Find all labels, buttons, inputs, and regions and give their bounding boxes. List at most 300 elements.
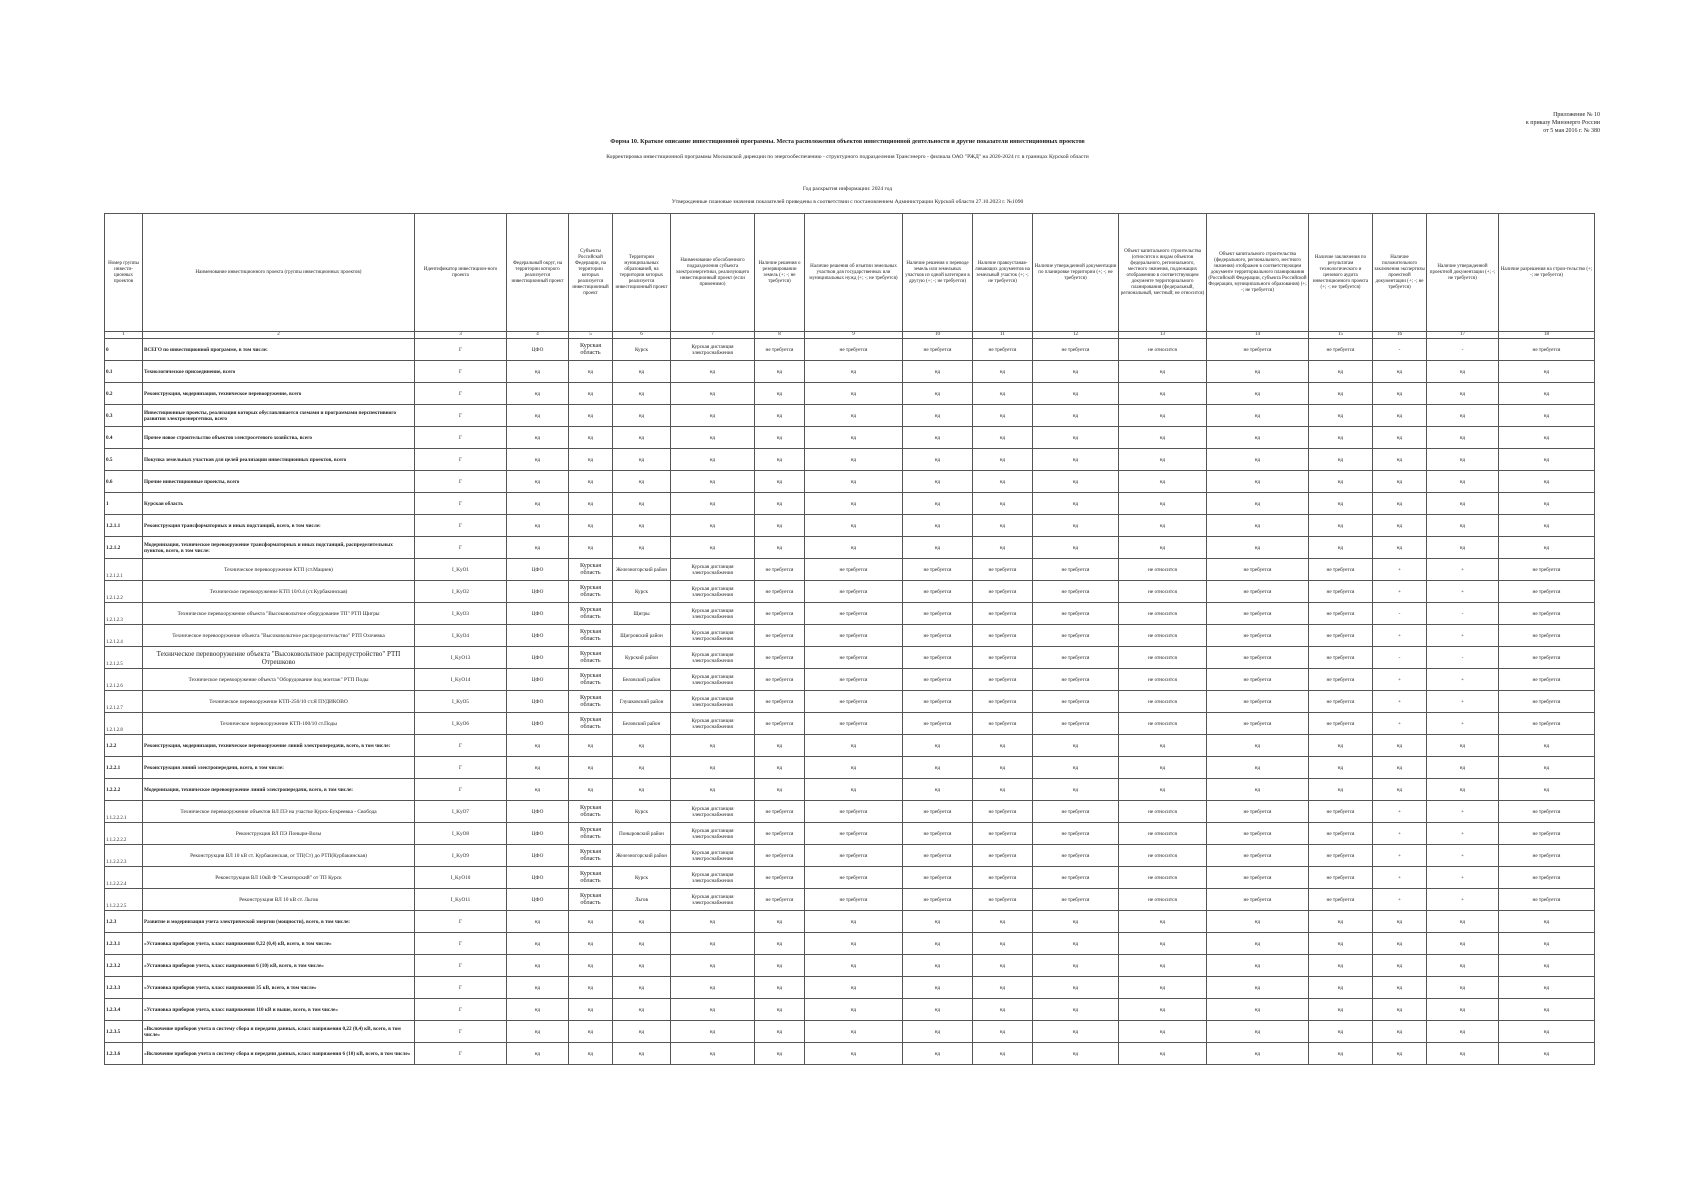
- table-row: [105, 911, 1595, 933]
- table-cell: нд: [755, 361, 805, 383]
- table-cell: не требуется: [1207, 823, 1309, 845]
- table-cell: не требуется: [1499, 559, 1595, 581]
- table-cell: не требуется: [1033, 867, 1119, 889]
- table-cell: нд: [613, 537, 671, 559]
- table-cell: не относится: [1119, 603, 1207, 625]
- table-cell: нд: [805, 383, 903, 405]
- table-cell: нд: [755, 383, 805, 405]
- table-row: [105, 449, 1595, 471]
- table-cell: не требуется: [805, 581, 903, 603]
- project-name: Техническое перевооружение КТП 10/0.4 (ст.Курбакинская): [143, 581, 415, 603]
- table-cell: нд: [973, 405, 1033, 427]
- table-cell: не требуется: [973, 625, 1033, 647]
- table-cell: нд: [1427, 493, 1499, 515]
- table-cell: не требуется: [755, 647, 805, 669]
- table-cell: нд: [1207, 537, 1309, 559]
- column-number: 18: [1499, 332, 1595, 339]
- table-cell: нд: [973, 735, 1033, 757]
- row-number: 1.2.3.2: [105, 955, 143, 977]
- row-number: 1.2.3.6: [105, 1043, 143, 1065]
- table-row: [105, 493, 1595, 515]
- table-cell: нд: [507, 977, 569, 999]
- table-row: [105, 1043, 1595, 1065]
- column-number: 15: [1309, 332, 1373, 339]
- table-cell: не относится: [1119, 867, 1207, 889]
- table-cell: не требуется: [973, 889, 1033, 911]
- table-cell: I_KyO1: [415, 559, 507, 581]
- table-cell: нд: [973, 493, 1033, 515]
- table-cell: нд: [613, 955, 671, 977]
- table-cell: +: [1373, 823, 1427, 845]
- table-cell: нд: [1373, 977, 1427, 999]
- table-cell: нд: [805, 1021, 903, 1043]
- table-cell: +: [1427, 889, 1499, 911]
- table-cell: нд: [1119, 383, 1207, 405]
- table-cell: ЦФО: [507, 339, 569, 361]
- table-cell: не требуется: [1499, 625, 1595, 647]
- table-cell: нд: [1499, 449, 1595, 471]
- table-cell: не требуется: [805, 647, 903, 669]
- table-cell: Глушковский район: [613, 691, 671, 713]
- table-cell: не требуется: [1499, 339, 1595, 361]
- table-cell: нд: [1427, 757, 1499, 779]
- table-cell: нд: [671, 911, 755, 933]
- table-cell: не относится: [1119, 339, 1207, 361]
- table-cell: нд: [671, 933, 755, 955]
- table-cell: нд: [671, 977, 755, 999]
- table-cell: нд: [507, 779, 569, 801]
- table-cell: не требуется: [903, 691, 973, 713]
- table-cell: нд: [569, 779, 613, 801]
- row-number: 1.1.2.2.2.5: [105, 889, 143, 911]
- table-cell: нд: [1499, 911, 1595, 933]
- table-cell: нд: [1309, 911, 1373, 933]
- table-row: [105, 471, 1595, 493]
- table-cell: нд: [903, 361, 973, 383]
- table-cell: +: [1427, 801, 1499, 823]
- table-cell: нд: [805, 471, 903, 493]
- table-cell: не требуется: [755, 691, 805, 713]
- table-cell: нд: [569, 471, 613, 493]
- table-cell: нд: [805, 361, 903, 383]
- table-cell: +: [1373, 581, 1427, 603]
- table-cell: не требуется: [1033, 669, 1119, 691]
- table-cell: нд: [671, 735, 755, 757]
- table-cell: нд: [1427, 427, 1499, 449]
- table-cell: Курская область: [569, 713, 613, 735]
- table-cell: нд: [755, 735, 805, 757]
- table-cell: не требуется: [1309, 801, 1373, 823]
- table-cell: нд: [755, 911, 805, 933]
- table-cell: не требуется: [1207, 889, 1309, 911]
- table-cell: нд: [671, 1043, 755, 1065]
- table-cell: Курская область: [569, 801, 613, 823]
- row-number: 1.2.1.2.3: [105, 603, 143, 625]
- table-cell: не требуется: [1033, 889, 1119, 911]
- table-cell: нд: [1309, 427, 1373, 449]
- table-cell: нд: [1499, 383, 1595, 405]
- table-cell: нд: [973, 515, 1033, 537]
- table-cell: не требуется: [1033, 845, 1119, 867]
- table-cell: не требуется: [755, 867, 805, 889]
- table-cell: не требуется: [1499, 889, 1595, 911]
- column-number: 6: [613, 332, 671, 339]
- table-row: [105, 361, 1595, 383]
- table-cell: нд: [1373, 515, 1427, 537]
- table-cell: Курский район: [613, 647, 671, 669]
- table-cell: нд: [805, 977, 903, 999]
- table-cell: нд: [1427, 537, 1499, 559]
- table-cell: не требуется: [1207, 867, 1309, 889]
- table-cell: Г: [415, 1021, 507, 1043]
- table-cell: Г: [415, 911, 507, 933]
- table-cell: нд: [805, 1043, 903, 1065]
- table-cell: нд: [755, 449, 805, 471]
- table-cell: Г: [415, 427, 507, 449]
- table-cell: не требуется: [973, 581, 1033, 603]
- table-cell: нд: [1309, 933, 1373, 955]
- table-cell: +: [1373, 625, 1427, 647]
- table-row: [105, 515, 1595, 537]
- row-number: 1.2.3: [105, 911, 143, 933]
- column-number: 2: [143, 332, 415, 339]
- table-cell: Курская дистанция электроснабжения: [671, 559, 755, 581]
- table-cell: нд: [1373, 383, 1427, 405]
- table-cell: нд: [805, 955, 903, 977]
- table-cell: нд: [755, 757, 805, 779]
- table-cell: Г: [415, 999, 507, 1021]
- table-cell: Курск: [613, 867, 671, 889]
- table-cell: не требуется: [1033, 823, 1119, 845]
- table-cell: Курск: [613, 581, 671, 603]
- table-cell: нд: [1119, 471, 1207, 493]
- table-cell: нд: [1207, 449, 1309, 471]
- table-cell: Г: [415, 779, 507, 801]
- project-name: «Установка приборов учета, класс напряжения 6 (10) кВ, всего, в том числе»: [143, 955, 415, 977]
- table-cell: +: [1427, 581, 1499, 603]
- table-cell: нд: [903, 493, 973, 515]
- table-cell: +: [1373, 867, 1427, 889]
- table-cell: Г: [415, 405, 507, 427]
- table-cell: Курская дистанция электроснабжения: [671, 581, 755, 603]
- table-cell: не требуется: [1309, 823, 1373, 845]
- table-cell: нд: [1119, 735, 1207, 757]
- project-name: Реконструкция, модернизация, техническое перевооружение линий электропередачи, всего, в том числе:: [143, 735, 415, 757]
- table-cell: нд: [1499, 977, 1595, 999]
- column-header: Объект капитального строительства (федерального, регионального, местного значения) отображен в соответствующем документе территориального планирования (Российской Федерации, субъекта Российской Федерации, муниципального образования) (+; -; не требуется): [1207, 214, 1309, 332]
- table-cell: I_KyO3: [415, 603, 507, 625]
- table-cell: нд: [903, 999, 973, 1021]
- table-cell: нд: [1499, 1021, 1595, 1043]
- table-cell: нд: [507, 933, 569, 955]
- table-cell: нд: [1207, 999, 1309, 1021]
- table-cell: нд: [973, 977, 1033, 999]
- table-cell: -: [1373, 339, 1427, 361]
- table-cell: I_KyO4: [415, 625, 507, 647]
- table-cell: I_KyO13: [415, 647, 507, 669]
- table-cell: Железногорский район: [613, 845, 671, 867]
- table-cell: нд: [1033, 537, 1119, 559]
- table-cell: не требуется: [1499, 581, 1595, 603]
- table-cell: не требуется: [805, 625, 903, 647]
- table-cell: нд: [1309, 1021, 1373, 1043]
- column-header: Наличие решения о переводе земель или земельных участков из одной категории в другую (+; -; не требуется): [903, 214, 973, 332]
- table-cell: не требуется: [805, 867, 903, 889]
- table-cell: нд: [1309, 779, 1373, 801]
- column-header: Субъекты Российской Федерации, на территории которых реализуется инвестиционный проект: [569, 214, 613, 332]
- table-cell: I_KyO2: [415, 581, 507, 603]
- table-cell: не требуется: [903, 603, 973, 625]
- table-cell: нд: [755, 977, 805, 999]
- table-cell: нд: [671, 405, 755, 427]
- table-cell: I_KyO9: [415, 845, 507, 867]
- table-cell: нд: [671, 1021, 755, 1043]
- table-cell: нд: [1373, 1021, 1427, 1043]
- table-cell: нд: [1207, 405, 1309, 427]
- table-cell: нд: [671, 757, 755, 779]
- table-cell: не требуется: [903, 867, 973, 889]
- table-row: [105, 581, 1595, 603]
- table-cell: не относится: [1119, 581, 1207, 603]
- table-cell: нд: [507, 427, 569, 449]
- column-number: 10: [903, 332, 973, 339]
- table-cell: нд: [671, 515, 755, 537]
- table-cell: нд: [613, 427, 671, 449]
- table-cell: не требуется: [973, 559, 1033, 581]
- table-cell: не требуется: [973, 713, 1033, 735]
- table-cell: нд: [1309, 405, 1373, 427]
- table-cell: Курская область: [569, 647, 613, 669]
- table-cell: ЦФО: [507, 713, 569, 735]
- table-cell: нд: [1427, 361, 1499, 383]
- column-header: Номер группы инвести-ционных проектов: [105, 214, 143, 332]
- table-cell: нд: [1207, 977, 1309, 999]
- table-cell: нд: [903, 449, 973, 471]
- table-cell: нд: [1119, 405, 1207, 427]
- table-cell: нд: [1119, 361, 1207, 383]
- table-cell: не относится: [1119, 625, 1207, 647]
- table-cell: I_KyO6: [415, 713, 507, 735]
- table-cell: нд: [1309, 999, 1373, 1021]
- table-cell: нд: [1119, 449, 1207, 471]
- table-cell: нд: [1427, 911, 1499, 933]
- table-cell: нд: [1033, 449, 1119, 471]
- table-cell: ЦФО: [507, 603, 569, 625]
- table-cell: не требуется: [1207, 339, 1309, 361]
- table-cell: Курская область: [569, 889, 613, 911]
- table-cell: нд: [1033, 383, 1119, 405]
- table-cell: нд: [1033, 427, 1119, 449]
- table-body: [105, 214, 1595, 1065]
- column-header: Федеральный округ, на территории которого реализуется инвестиционный проект: [507, 214, 569, 332]
- table-cell: +: [1427, 625, 1499, 647]
- column-header: Объект капитального строительства (относится к видам объектов федерального, регионального, местного значения, подлежащих отображению в соответствующем документе территориального планирования (федеральный, региональный, местный; не относится): [1119, 214, 1207, 332]
- table-row: [105, 383, 1595, 405]
- table-cell: нд: [1033, 955, 1119, 977]
- table-row: [105, 339, 1595, 361]
- table-cell: нд: [1033, 735, 1119, 757]
- table-cell: ЦФО: [507, 669, 569, 691]
- table-cell: I_KyO7: [415, 801, 507, 823]
- table-cell: не требуется: [755, 845, 805, 867]
- column-header: Наименование обособленного подразделения субъекта электроэнергетики, реализующего инвестиционный проект (если применимо): [671, 214, 755, 332]
- table-cell: не требуется: [1309, 669, 1373, 691]
- row-number: 1.2.3.3: [105, 977, 143, 999]
- project-name: Инвестиционные проекты, реализация которых обуславливается схемами и программами перспективного развития электроэнергетики, всего: [143, 405, 415, 427]
- table-cell: I_KyO5: [415, 691, 507, 713]
- table-cell: нд: [1207, 757, 1309, 779]
- table-cell: не требуется: [903, 339, 973, 361]
- table-cell: +: [1373, 691, 1427, 713]
- table-cell: Льгов: [613, 889, 671, 911]
- table-cell: не требуется: [1499, 867, 1595, 889]
- project-name: Техническое перевооружение КТП-100/10 ст.Поды: [143, 713, 415, 735]
- table-cell: ЦФО: [507, 867, 569, 889]
- table-cell: нд: [903, 779, 973, 801]
- table-cell: Курская область: [569, 603, 613, 625]
- column-number: 16: [1373, 332, 1427, 339]
- table-cell: нд: [671, 955, 755, 977]
- table-cell: нд: [1499, 537, 1595, 559]
- row-number: 0.5: [105, 449, 143, 471]
- table-cell: нд: [1309, 383, 1373, 405]
- table-cell: нд: [973, 933, 1033, 955]
- table-cell: не требуется: [903, 559, 973, 581]
- table-cell: нд: [1207, 735, 1309, 757]
- table-cell: не требуется: [973, 691, 1033, 713]
- table-cell: нд: [1309, 471, 1373, 493]
- table-cell: нд: [1119, 757, 1207, 779]
- table-cell: нд: [1309, 735, 1373, 757]
- table-cell: нд: [805, 427, 903, 449]
- table-cell: нд: [805, 515, 903, 537]
- table-cell: не требуется: [1309, 889, 1373, 911]
- table-cell: нд: [1207, 1043, 1309, 1065]
- table-cell: нд: [507, 757, 569, 779]
- table-cell: Г: [415, 757, 507, 779]
- column-number: 12: [1033, 332, 1119, 339]
- approval-line: Утвержденные плановые значения показателей приведены в соответствии с постановлением Администрации Курской области 27.10.2023 г. №1090: [671, 199, 1024, 205]
- table-cell: нд: [1033, 405, 1119, 427]
- table-cell: нд: [1309, 955, 1373, 977]
- row-number: 1.2.1.2.2: [105, 581, 143, 603]
- table-row: [105, 713, 1595, 735]
- table-cell: нд: [1309, 757, 1373, 779]
- table-cell: нд: [671, 383, 755, 405]
- table-cell: не относится: [1119, 801, 1207, 823]
- table-cell: нд: [805, 933, 903, 955]
- table-cell: нд: [903, 1043, 973, 1065]
- table-cell: нд: [1373, 955, 1427, 977]
- table-cell: Курск: [613, 801, 671, 823]
- table-row: [105, 1021, 1595, 1043]
- table-cell: нд: [1119, 1043, 1207, 1065]
- table-row: [105, 823, 1595, 845]
- table-cell: не требуется: [1033, 603, 1119, 625]
- table-cell: нд: [1207, 427, 1309, 449]
- table-row: [105, 669, 1595, 691]
- table-cell: нд: [973, 999, 1033, 1021]
- table-cell: нд: [613, 361, 671, 383]
- investment-table: [104, 213, 1595, 1065]
- project-name: Модернизация, техническое перевооружение линий электропередачи, всего, в том числе:: [143, 779, 415, 801]
- table-cell: не требуется: [1033, 559, 1119, 581]
- row-number: 1.2.1.2.6: [105, 669, 143, 691]
- table-cell: Курская дистанция электроснабжения: [671, 691, 755, 713]
- table-cell: Курская дистанция электроснабжения: [671, 889, 755, 911]
- table-cell: нд: [613, 383, 671, 405]
- table-cell: не требуется: [1499, 647, 1595, 669]
- table-cell: нд: [569, 999, 613, 1021]
- table-cell: нд: [1309, 493, 1373, 515]
- table-cell: нд: [613, 471, 671, 493]
- project-name: Техническое перевооружение объекта "Высоковольтное оборудование ТП" РТП Щигры: [143, 603, 415, 625]
- table-cell: нд: [507, 515, 569, 537]
- table-cell: нд: [613, 999, 671, 1021]
- table-cell: не требуется: [973, 845, 1033, 867]
- table-cell: не требуется: [805, 801, 903, 823]
- table-cell: не требуется: [1207, 713, 1309, 735]
- table-cell: нд: [1373, 361, 1427, 383]
- table-cell: не требуется: [805, 845, 903, 867]
- table-cell: Г: [415, 383, 507, 405]
- table-cell: нд: [613, 911, 671, 933]
- table-cell: нд: [671, 779, 755, 801]
- table-cell: Г: [415, 955, 507, 977]
- table-cell: нд: [613, 405, 671, 427]
- table-cell: не требуется: [1207, 801, 1309, 823]
- table-cell: нд: [973, 361, 1033, 383]
- table-cell: не требуется: [1499, 845, 1595, 867]
- table-cell: нд: [973, 757, 1033, 779]
- table-cell: -: [1427, 603, 1499, 625]
- table-cell: не требуется: [805, 339, 903, 361]
- table-cell: ЦФО: [507, 823, 569, 845]
- row-number: 1.1.2.2.2.3: [105, 845, 143, 867]
- table-cell: нд: [613, 1043, 671, 1065]
- row-number: 0.1: [105, 361, 143, 383]
- table-cell: ЦФО: [507, 691, 569, 713]
- table-cell: не требуется: [973, 603, 1033, 625]
- table-cell: нд: [1499, 1043, 1595, 1065]
- table-cell: нд: [613, 735, 671, 757]
- table-cell: нд: [755, 779, 805, 801]
- column-header: Наличие утвержденной документации по планировке территории (+; -; не требуется): [1033, 214, 1119, 332]
- table-cell: не требуется: [805, 669, 903, 691]
- table-cell: нд: [1033, 911, 1119, 933]
- table-cell: +: [1427, 559, 1499, 581]
- table-cell: нд: [569, 933, 613, 955]
- row-number: 1.2.1.1: [105, 515, 143, 537]
- table-cell: не требуется: [1309, 625, 1373, 647]
- row-number: 1.2.1.2.1: [105, 559, 143, 581]
- column-header: Наличие решения об изъятии земельных участков для государственных или муниципальных нужд (+; -; не требуется): [805, 214, 903, 332]
- table-cell: нд: [805, 449, 903, 471]
- table-row: [105, 647, 1595, 669]
- table-cell: I_KyO8: [415, 823, 507, 845]
- table-cell: нд: [1033, 493, 1119, 515]
- table-cell: нд: [1119, 911, 1207, 933]
- table-cell: нд: [1309, 449, 1373, 471]
- project-name: Техническое перевооружение объекта "Оборудование под монтаж" РТП Поды: [143, 669, 415, 691]
- table-cell: нд: [1207, 383, 1309, 405]
- table-cell: Курская дистанция электроснабжения: [671, 669, 755, 691]
- table-cell: Курская область: [569, 845, 613, 867]
- appendix-note: [1526, 111, 1600, 135]
- table-cell: +: [1427, 845, 1499, 867]
- table-cell: не требуется: [805, 559, 903, 581]
- table-cell: +: [1373, 559, 1427, 581]
